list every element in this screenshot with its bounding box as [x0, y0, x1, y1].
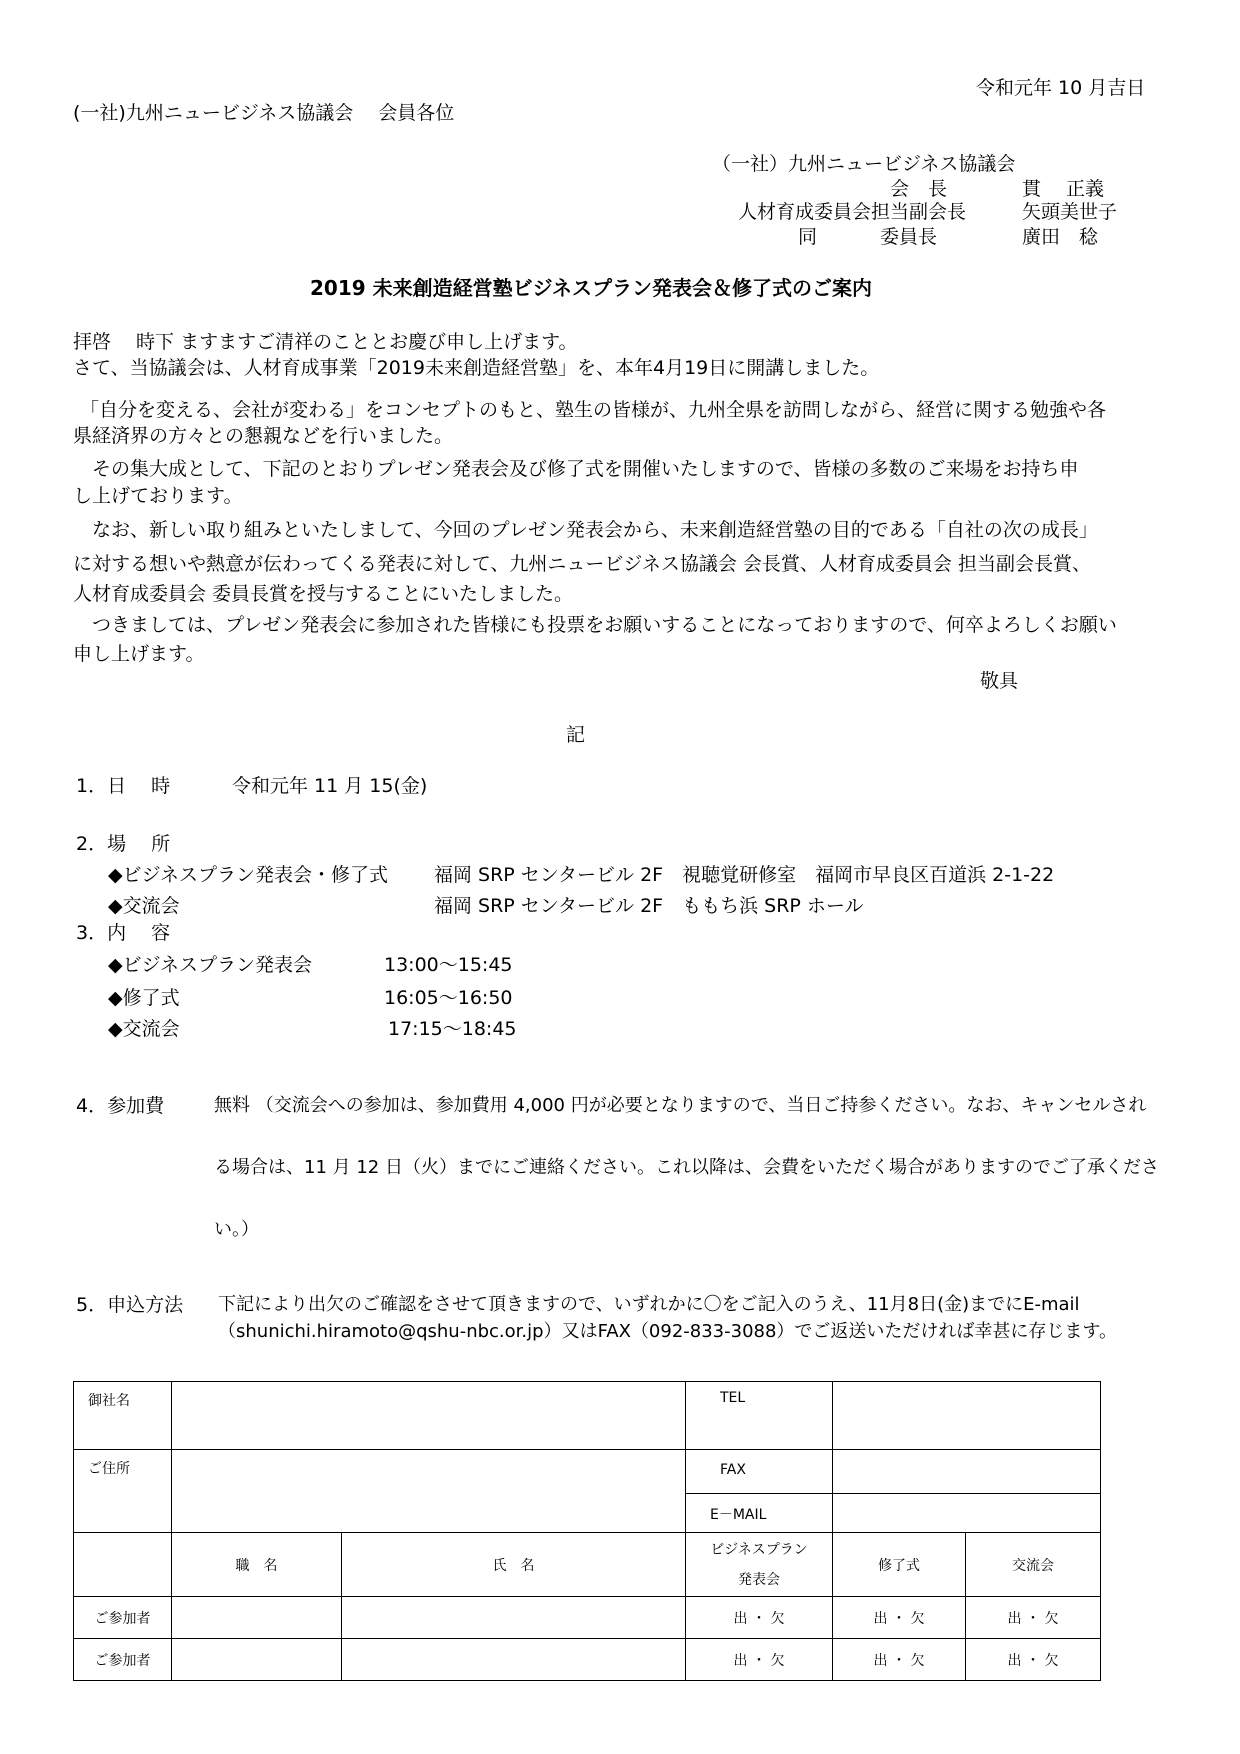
place-venue-2: 福岡 SRP センタービル 2F ももち浜 SRP ホール [434, 895, 864, 917]
body-line-7: なお、新しい取り組みといたしまして、今回のプレゼン発表会から、未来創造経営塾の目的である「自社の次の成長」 [73, 519, 1098, 541]
plan-header-line-2: 発表会 [738, 1571, 780, 1588]
document-title: 2019 未来創造経営塾ビジネスプラン発表会＆修了式のご案内 [310, 276, 873, 300]
fee-line-3: い。） [214, 1219, 259, 1240]
fee-line-2: る場合は、11 月 12 日（火）までにご連絡ください。これ以降は、会費をいただく場合がありますのでご了承くださ [214, 1157, 1159, 1178]
position-header [172, 1533, 342, 1597]
tel-label-cell [686, 1382, 833, 1450]
ceremony-attendance-1[interactable] [833, 1597, 966, 1639]
sender-name-3: 廣田 稔 [1022, 226, 1099, 248]
content-label: 3．内 容 [76, 922, 171, 944]
company-label-cell [74, 1382, 172, 1450]
participant-label-cell-2 [74, 1639, 172, 1681]
party-header [966, 1533, 1101, 1597]
fax-label-cell [686, 1450, 833, 1494]
apply-label: 5．申込方法 [76, 1294, 184, 1316]
party-header-label: 交流会 [1012, 1557, 1054, 1574]
body-line-2: さて、当協議会は、人材育成事業「2019未来創造経営塾」を、本年4月19日に開講しました。 [73, 357, 880, 379]
fee-line-1: 無料 （交流会への参加は、参加費用 4,000 円が必要となりますので、当日ご持参ください。なお、キャンセルされ [214, 1095, 1147, 1116]
participant-position-2[interactable] [172, 1639, 342, 1681]
plan-attendance-mark-2: 出 ・ 欠 [733, 1652, 785, 1669]
sender-org: （一社）九州ニュービジネス協議会 [712, 153, 1016, 175]
fax-input-cell[interactable] [833, 1450, 1101, 1494]
body-line-8: に対する想いや熱意が伝わってくる発表に対して、九州ニュービジネス協議会 会長賞、人材育成委員会 担当副会長賞、 [73, 553, 1091, 575]
party-attendance-2[interactable] [966, 1639, 1101, 1681]
fax-label: FAX [720, 1462, 746, 1478]
email-label-cell [686, 1494, 833, 1533]
place-venue-1: 福岡 SRP センタービル 2F 視聴覚研修室 福岡市早良区百道浜 2-1-22 [434, 864, 1055, 886]
plan-attendance-mark-1: 出 ・ 欠 [733, 1610, 785, 1627]
content-event-1: ◆ビジネスプラン発表会 [108, 954, 313, 976]
document-date: 令和元年 10 月吉日 [976, 77, 1146, 99]
party-attendance-mark-2: 出 ・ 欠 [1007, 1652, 1059, 1669]
content-time-1: 13:00～15:45 [384, 954, 513, 976]
fee-label: 4．参加費 [76, 1095, 165, 1117]
name-header [342, 1533, 686, 1597]
sender-role-3: 同 委員長 [798, 226, 938, 248]
blank-header-cell [74, 1533, 172, 1597]
position-header-label: 職 名 [235, 1557, 278, 1574]
sender-role-1: 会 長 [890, 178, 948, 200]
party-attendance-1[interactable] [966, 1597, 1101, 1639]
sender-name-2: 矢頭美世子 [1022, 201, 1118, 223]
company-input-cell[interactable] [172, 1382, 686, 1450]
address-input-cell[interactable] [172, 1450, 686, 1533]
closing: 敬具 [980, 670, 1019, 692]
body-line-9: 人材育成委員会 委員長賞を授与することにいたしました。 [73, 583, 574, 605]
ceremony-attendance-mark-2: 出 ・ 欠 [873, 1652, 925, 1669]
body-line-10: つきましては、プレゼン発表会に参加された皆様にも投票をお願いすることになっておりますので、何卒よろしくお願い [73, 614, 1117, 636]
tel-input-cell[interactable] [833, 1382, 1101, 1450]
sender-name-1: 貫 正義 [1022, 178, 1105, 200]
company-label: 御社名 [88, 1393, 130, 1409]
participant-label-1: ご参加者 [94, 1610, 151, 1627]
addressee: (一社)九州ニュービジネス協議会 会員各位 [73, 102, 455, 124]
content-time-3: 17:15～18:45 [388, 1018, 517, 1040]
address-label: ご住所 [88, 1461, 130, 1477]
body-line-4: 県経済界の方々との懇親などを行いました。 [73, 425, 454, 447]
participant-name-2[interactable] [342, 1639, 686, 1681]
plan-header [686, 1533, 833, 1597]
sender-role-2: 人材育成委員会担当副会長 [738, 201, 967, 223]
place-event-2: ◆交流会 [108, 895, 180, 917]
email-label: E－MAIL [710, 1507, 767, 1523]
reply-form [73, 1381, 1101, 1681]
plan-attendance-2[interactable] [686, 1639, 833, 1681]
participant-name-1[interactable] [342, 1597, 686, 1639]
place-label: 2．場 所 [76, 833, 171, 855]
name-header-label: 氏 名 [492, 1557, 535, 1574]
date-label: 1．日 時 [76, 775, 171, 797]
plan-header-line-1: ビジネスプラン [710, 1541, 808, 1558]
ceremony-header-label: 修了式 [878, 1557, 920, 1574]
place-event-1: ◆ビジネスプラン発表会・修了式 [108, 864, 389, 886]
ceremony-attendance-mark-1: 出 ・ 欠 [873, 1610, 925, 1627]
body-line-11: 申し上げます。 [73, 643, 205, 665]
participant-label-cell-1 [74, 1597, 172, 1639]
party-attendance-mark-1: 出 ・ 欠 [1007, 1610, 1059, 1627]
body-line-6: し上げております。 [73, 485, 243, 507]
tel-label: TEL [720, 1390, 746, 1406]
address-label-cell [74, 1450, 172, 1533]
apply-line-2: （shunichi.hiramoto@qshu-nbc.or.jp）又はFAX（092-833-3088）でご返送いただければ幸甚に存じます。 [218, 1321, 1117, 1342]
content-event-3: ◆交流会 [108, 1018, 180, 1040]
body-line-1: 拝啓 時下 ますますご清祥のこととお慶び申し上げます。 [73, 331, 578, 353]
content-event-2: ◆修了式 [108, 987, 180, 1009]
participant-position-1[interactable] [172, 1597, 342, 1639]
plan-header-label [686, 1535, 832, 1595]
email-input-cell[interactable] [833, 1494, 1101, 1533]
plan-attendance-1[interactable] [686, 1597, 833, 1639]
ceremony-header [833, 1533, 966, 1597]
content-time-2: 16:05～16:50 [384, 987, 513, 1009]
date-value: 令和元年 11 月 15(金) [232, 775, 428, 797]
body-line-3: 「自分を変える、会社が変わる」をコンセプトのもと、塾生の皆様が、九州全県を訪問しながら、経営に関する勉強や各 [80, 399, 1107, 421]
apply-line-1: 下記により出欠のご確認をさせて頂きますので、いずれかに〇をご記入のうえ、11月8日(金)までにE-mail [218, 1294, 1080, 1315]
body-line-5: その集大成として、下記のとおりプレゼン発表会及び修了式を開催いたしますので、皆様の多数のご来場をお持ち申 [73, 458, 1079, 480]
ki-heading: 記 [566, 724, 586, 746]
ceremony-attendance-2[interactable] [833, 1639, 966, 1681]
participant-label-2: ご参加者 [94, 1652, 151, 1669]
